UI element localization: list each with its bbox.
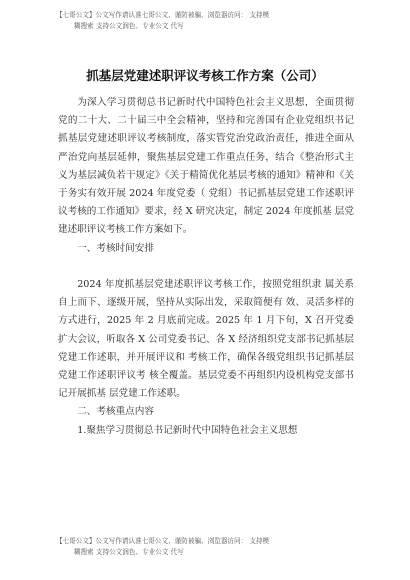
body-block-bottom bbox=[58, 276, 354, 440]
footer-watermark-note bbox=[56, 536, 376, 558]
intro-paragraph: 为深入学习贯彻总书记新时代中国特色社会主义思想，全面贯彻党的二十大、二十届三中全会精神，坚持和完善国有企业党组织书记抓基层党建述职评议考核制度，落实管党治党政治责任，推进全面从严治党向基层延伸，聚焦基层党建工作重点任务，结合《整治形式主义为基层减负若干规定》《关于精简优化基层考核的通知》精神和《关于务实有效开展 2024 年度党委（ 党组）书记抓基层党建工作述职评议考核的工作通知》要求，经 X 研究决定，制定 2024 年度抓基 层党建述职评议考核工作方案如下。 bbox=[58, 97, 354, 236]
footer-note-line-1: 【七哥公文】公文写作请认准七哥公文、谨防被骗、浏览器访问： 支持模 bbox=[56, 537, 270, 545]
section-2-item-1: 1.聚焦学习贯彻总书记新时代中国特色社会主义思想 bbox=[77, 424, 298, 436]
header-note-line-1: 【七哥公文】公文写作请认准七哥公文、谨防被骗、浏览器访问： 支持模 bbox=[56, 11, 270, 19]
section-1-heading: 一、考核时间安排 bbox=[77, 242, 154, 254]
header-watermark-note bbox=[56, 10, 376, 32]
document-title: 抓基层党建述职评议考核工作方案（公司） bbox=[86, 68, 324, 83]
header-note-line-2: 糊搜索 支持公文润色、专业公文 代写 bbox=[74, 22, 184, 30]
body-block-top bbox=[58, 94, 354, 258]
section-2-heading: 二、考核重点内容 bbox=[77, 406, 154, 418]
section-1-paragraph: 2024 年度抓基层党建述职评议考核工作，按照党组织隶 属关系自上而下、逐级开展，坚持从实际出发，采取简便有 效、灵活多样的方式进行，2025 年 2 月底前完成。2025 年 1 月下旬，X 召开党委扩大会议，听取各 X 公司党委书记、各 X 经济组织党支部书记抓基层党建工作述职，并开展评议和 考核工作，确保各级党组织书记抓基层党建工作述职评议考 核全覆盖。基层党委不再组织内设机构党支部书记开展抓基 层党建工作述职。 bbox=[58, 279, 354, 400]
footer-note-line-2: 糊搜索 支持公文润色、专业公文 代写 bbox=[74, 548, 184, 556]
